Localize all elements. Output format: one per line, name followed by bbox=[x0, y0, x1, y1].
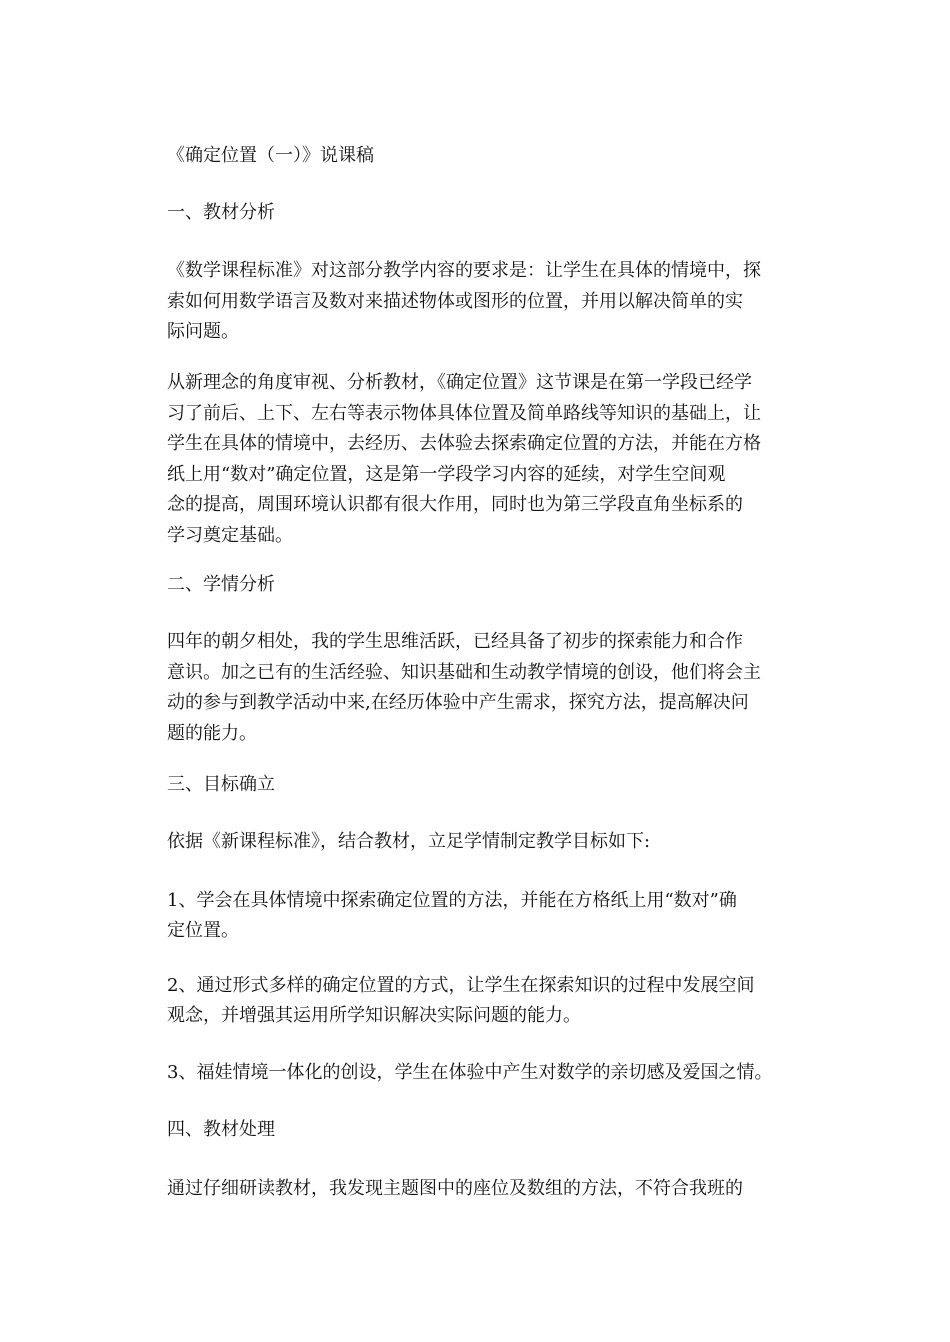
goal-item-line: 定位置。 bbox=[167, 920, 239, 941]
paragraph-line: 际问题。 bbox=[167, 321, 239, 342]
paragraph-line: 《数学课程标准》对这部分教学内容的要求是：让学生在具体的情境中，探 bbox=[167, 260, 761, 281]
paragraph-line: 意识。加之已有的生活经验、知识基础和生动教学情境的创设，他们将会主 bbox=[167, 662, 761, 683]
paragraph-line: 从新理念的角度审视、分析教材，《确定位置》这节课是在第一学段已经学 bbox=[167, 372, 752, 393]
section-heading-goal-setting: 三、目标确立 bbox=[167, 774, 275, 795]
paragraph-line: 依据《新课程标准》，结合教材，立足学情制定教学目标如下: bbox=[167, 831, 651, 852]
goal-item-line: 2、通过形式多样的确定位置的方式，让学生在探索知识的过程中发展空间 bbox=[167, 975, 755, 996]
paragraph-line: 学生在具体的情境中，去经历、去体验去探索确定位置的方法，并能在方格 bbox=[167, 433, 761, 454]
paragraph-line: 动的参与到教学活动中来,在经历体验中产生需求，探究方法，提高解决问 bbox=[167, 692, 749, 713]
section-heading-textbook-processing: 四、教材处理 bbox=[167, 1119, 275, 1140]
goal-item-line: 3、福娃情境一体化的创设，学生在体验中产生对数学的亲切感及爱国之情。 bbox=[167, 1062, 773, 1083]
goal-item-line: 1、学会在具体情境中探索确定位置的方法，并能在方格纸上用“数对”确 bbox=[167, 890, 737, 911]
paragraph-line: 习了前后、上下、左右等表示物体具体位置及简单路线等知识的基础上，让 bbox=[167, 403, 761, 424]
paragraph-line: 索如何用数学语言及数对来描述物体或图形的位置，并用以解决简单的实 bbox=[167, 291, 743, 312]
paragraph-line: 纸上用“数对”确定位置，这是第一学段学习内容的延续，对学生空间观 bbox=[167, 464, 726, 485]
paragraph-line: 四年的朝夕相处，我的学生思维活跃，已经具备了初步的探索能力和合作 bbox=[167, 631, 743, 652]
paragraph-line: 学习奠定基础。 bbox=[167, 525, 293, 546]
paragraph-line: 念的提高，周围环境认识都有很大作用，同时也为第三学段直角坐标系的 bbox=[167, 494, 743, 515]
section-heading-learner-analysis: 二、学情分析 bbox=[167, 574, 275, 595]
goal-item-line: 观念，并增强其运用所学知识解决实际问题的能力。 bbox=[167, 1005, 581, 1026]
paragraph-line: 题的能力。 bbox=[167, 723, 257, 744]
paragraph-line: 通过仔细研读教材，我发现主题图中的座位及数组的方法，不符合我班的 bbox=[167, 1178, 743, 1199]
section-heading-textbook-analysis: 一、教材分析 bbox=[167, 202, 275, 223]
document-title: 《确定位置（一）》说课稿 bbox=[167, 145, 374, 166]
